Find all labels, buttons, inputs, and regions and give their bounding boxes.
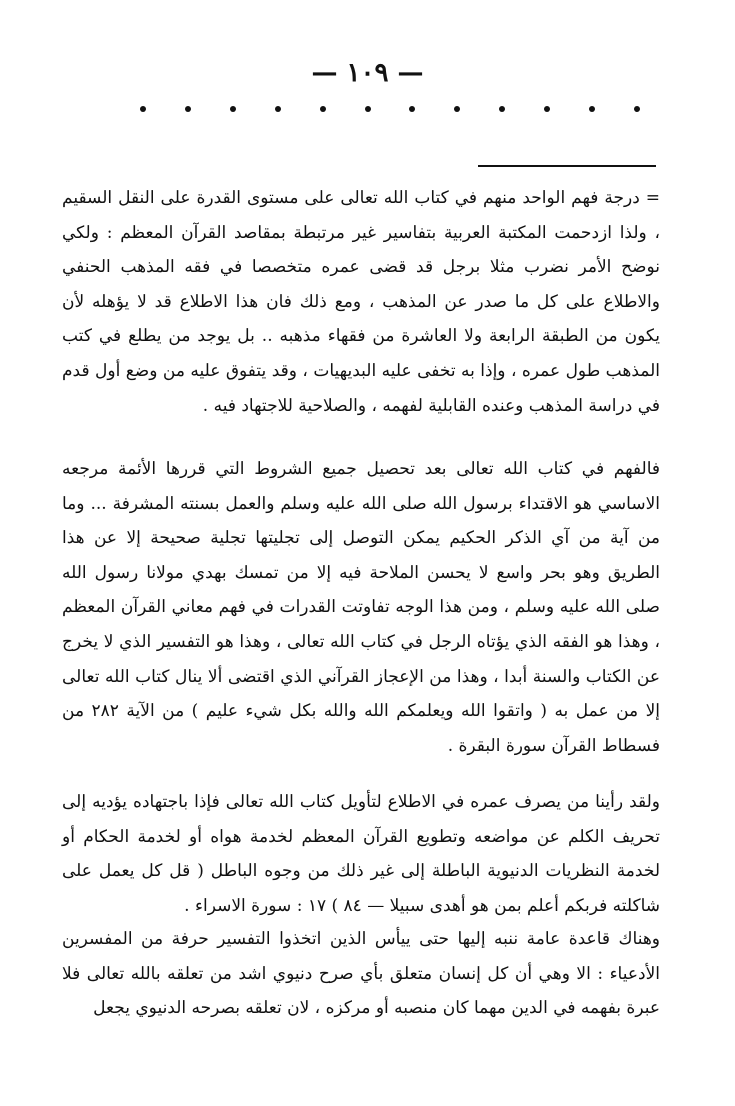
decorative-dot — [365, 106, 371, 112]
header-divider — [478, 165, 656, 167]
decorative-dot — [544, 106, 550, 112]
decorative-dot-row — [140, 106, 640, 112]
decorative-dot — [454, 106, 460, 112]
paragraph-text: وهناك قاعدة عامة ننبه إليها حتى ييأس الذين اتخذوا التفسير حرفة من المفسرين الأدعياء : الا وهي أن كل إنسان متعلق بأي صرح دنيوي اشد من تعلقه بالله تعالى فلا عبرة بفهمه في الدين مهما كان منصبه أو مركزه ، لان تعلقه بصرحه الدنيوي يجعل — [62, 929, 660, 1019]
paragraph-text: = درجة فهم الواحد منهم في كتاب الله تعالى على مستوى القدرة على النقل السقيم ، ولذا ازدحمت المكتبة العربية بتفاسير غير مرتبطة بمقاصد القرآن المعظم : ولكي نوضح الأمر نضرب مثلا برجل قد قضى عمره متخصصا في فقه المذهب الحنفي والاطلاع على كل ما صدر عن المذهب ، ومع ذلك فان هذا الاطلاع قد لا يؤهله لأن يكون من الطبقة الرابعة ولا العاشرة من فقهاء مذهبه .. بل يوجد من يطلع في كتب المذهب طول عمره ، وإذا به تخفى عليه البديهيات ، وقد يتفوق عليه من وضع أول قدم في دراسة المذهب وعنده القابلية لفهمه ، والصلاحية للاجتهاد فيه . — [62, 188, 660, 416]
body-paragraph-3 — [62, 785, 660, 923]
decorative-dot — [230, 106, 236, 112]
page-number: — ١٠٩ — — [311, 58, 424, 88]
paragraph-text: فالفهم في كتاب الله تعالى بعد تحصيل جميع الشروط التي قررها الأئمة مرجعه الاساسي هو الاقتداء برسول الله صلى الله عليه وسلم والعمل بسنته المشرفة ... وما من آية من آي الذكر الحكيم يمكن التوصل إلى تجليتها تجلية صحيحة إلا عن هذا الطريق وهو بحر واسع لا يحسن الملاحة فيه إلا من تمسك بهدي مولانا رسول الله صلى الله عليه وسلم ، ومن هذا الوجه تفاوتت القدرات في فهم معاني القرآن المعظم ، وهذا هو الفقه الذي يؤتاه الرجل في كتاب الله تعالى ، وهذا هو التفسير الذي لا يخرج عن الكتاب والسنة أبدا ، وهذا من الإعجاز القرآني الذي اقتضى ألا ينال كتاب الله تعالى إلا من عمل به ( واتقوا الله ويعلمكم الله والله بكل شيء عليم ) من الآية ٢٨٢ من فسطاط القرآن سورة البقرة . — [62, 459, 661, 756]
decorative-dot — [275, 106, 281, 112]
body-paragraph-4 — [62, 922, 660, 1026]
decorative-dot — [409, 106, 415, 112]
decorative-dot — [634, 106, 640, 112]
decorative-dot — [499, 106, 505, 112]
body-paragraph-1 — [62, 181, 660, 423]
decorative-dot — [185, 106, 191, 112]
decorative-dot — [140, 106, 146, 112]
decorative-dot — [320, 106, 326, 112]
paragraph-text: ولقد رأينا من يصرف عمره في الاطلاع لتأويل كتاب الله تعالى فإذا باجتهاده يؤديه إلى تحريف الكلم عن مواضعه وتطويع القرآن المعظم لخدمة هواه أو لخدمة الحكام أو لخدمة النظريات الدنيوية الباطلة إلى غير ذلك من وجوه الباطل ( قل كل يعمل على شاكلته فربكم أعلم بمن هو أهدى سبيلا — ٨٤ ) ١٧ : سورة الاسراء . — [62, 792, 660, 916]
body-paragraph-2 — [62, 452, 660, 763]
decorative-dot — [589, 106, 595, 112]
